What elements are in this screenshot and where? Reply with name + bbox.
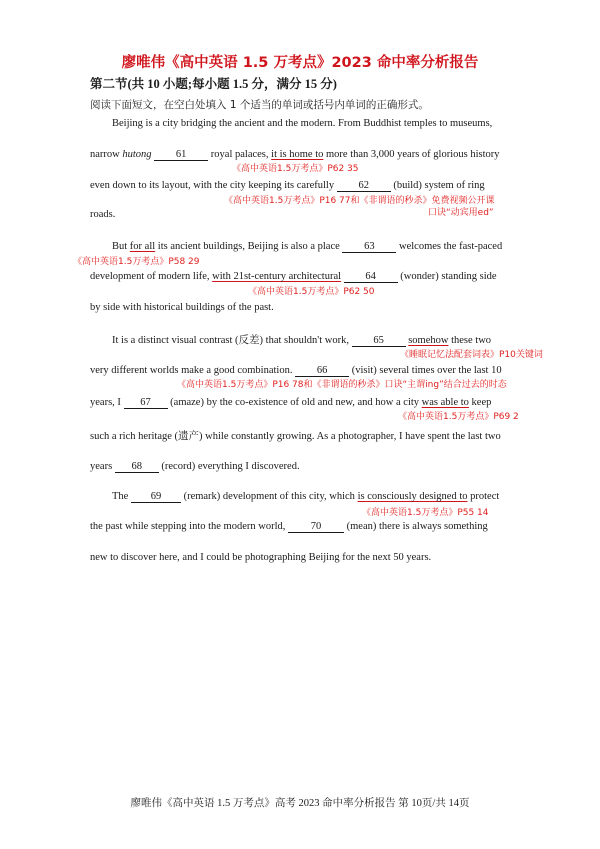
passage-line-7: by side with historical buildings of the past. xyxy=(90,302,274,313)
report-title: 廖唯伟《高中英语 1.5 万考点》2023 命中率分析报告 xyxy=(121,55,479,71)
blank-69[interactable]: 69 xyxy=(131,491,181,503)
annotation-62: 《高中英语1.5万考点》P16 77和《非谓语的秒杀》免费视频公开课 xyxy=(224,196,495,206)
annotation-61: 《高中英语1.5万考点》P62 35 xyxy=(232,164,359,174)
annotation-64: 《高中英语1.5万考点》P62 50 xyxy=(248,287,375,297)
blank-62[interactable]: 62 xyxy=(337,180,391,192)
blank-66[interactable]: 66 xyxy=(295,365,349,377)
hutong-word: hutong xyxy=(122,149,152,160)
annotation-67: 《高中英语1.5万考点》P69 2 xyxy=(398,412,519,422)
blank-67[interactable]: 67 xyxy=(124,397,168,409)
annotation-69: 《高中英语1.5万考点》P55 14 xyxy=(362,508,489,518)
passage-line-4: roads. xyxy=(90,209,116,220)
passage-line-5: But for all its ancient buildings, Beijing is also a place 63 welcomes the fast-paced xyxy=(112,241,503,252)
passage-line-13: The 69 (remark) development of this city, which is consciously designed to protect xyxy=(112,491,500,502)
passage-line-11: such a rich heritage (遗产) while constantly growing. As a photographer, I have spent the last two xyxy=(90,431,501,442)
passage-line-15: new to discover here, and I could be photographing Beijing for the next 50 years. xyxy=(90,552,432,563)
passage-line-8: It is a distinct visual contrast (反差) that shouldn't work, 65 somehow these two xyxy=(112,335,492,346)
highlight-21st-century: with 21st-century architectural xyxy=(212,271,342,282)
highlight-for-all: for all xyxy=(129,241,156,252)
blank-64[interactable]: 64 xyxy=(344,271,398,283)
passage-line-9: very different worlds make a good combination. 66 (visit) several times over the last 10 xyxy=(90,365,502,376)
passage-line-1: Beijing is a city bridging the ancient and the modern. From Buddhist temples to museums, xyxy=(112,118,493,129)
annotation-62-mnemonic: 口诀“动宾用ed” xyxy=(428,208,494,218)
passage-line-12: years 68 (record) everything I discovered. xyxy=(90,461,300,472)
highlight-somehow: somehow xyxy=(408,335,449,346)
blank-70[interactable]: 70 xyxy=(288,521,344,533)
annotation-65: 《睡眠记忆法配套词表》P10关键词 xyxy=(400,350,543,360)
passage-line-2: narrow hutong 61 royal palaces, it is home to more than 3,000 years of glorious history xyxy=(90,149,500,160)
passage-line-10: years, I 67 (amaze) by the co-existence of old and new, and how a city was able to keep xyxy=(90,397,492,408)
blank-65[interactable]: 65 xyxy=(352,335,406,347)
blank-63[interactable]: 63 xyxy=(342,241,396,253)
annotation-66: 《高中英语1.5万考点》P16 78和《非谓语的秒杀》口诀“主谓ing”结合过去的时态 xyxy=(177,380,507,390)
annotation-63: 《高中英语1.5万考点》P58 29 xyxy=(73,257,200,267)
highlight-was-able-to: was able to xyxy=(421,397,469,408)
passage-line-6: development of modern life, with 21st-century architectural 64 (wonder) standing side xyxy=(90,271,497,282)
passage-line-14: the past while stepping into the modern world, 70 (mean) there is always something xyxy=(90,521,488,532)
section-heading: 第二节(共 10 小题;每小题 1.5 分，满分 15 分) xyxy=(90,77,337,91)
highlight-it-is-home-to: it is home to xyxy=(271,149,324,160)
blank-61[interactable]: 61 xyxy=(154,149,208,161)
instructions: 阅读下面短文，在空白处填入 1 个适当的单词或括号内单词的正确形式。 xyxy=(90,99,429,111)
blank-68[interactable]: 68 xyxy=(115,461,159,473)
page-footer: 廖唯伟《高中英语 1.5 万考点》高考 2023 命中率分析报告 第 10页/共 14页 xyxy=(130,798,470,809)
highlight-consciously-designed: is consciously designed to xyxy=(357,491,468,502)
passage-line-3: even down to its layout, with the city keeping its carefully 62 (build) system of ring xyxy=(90,180,485,191)
